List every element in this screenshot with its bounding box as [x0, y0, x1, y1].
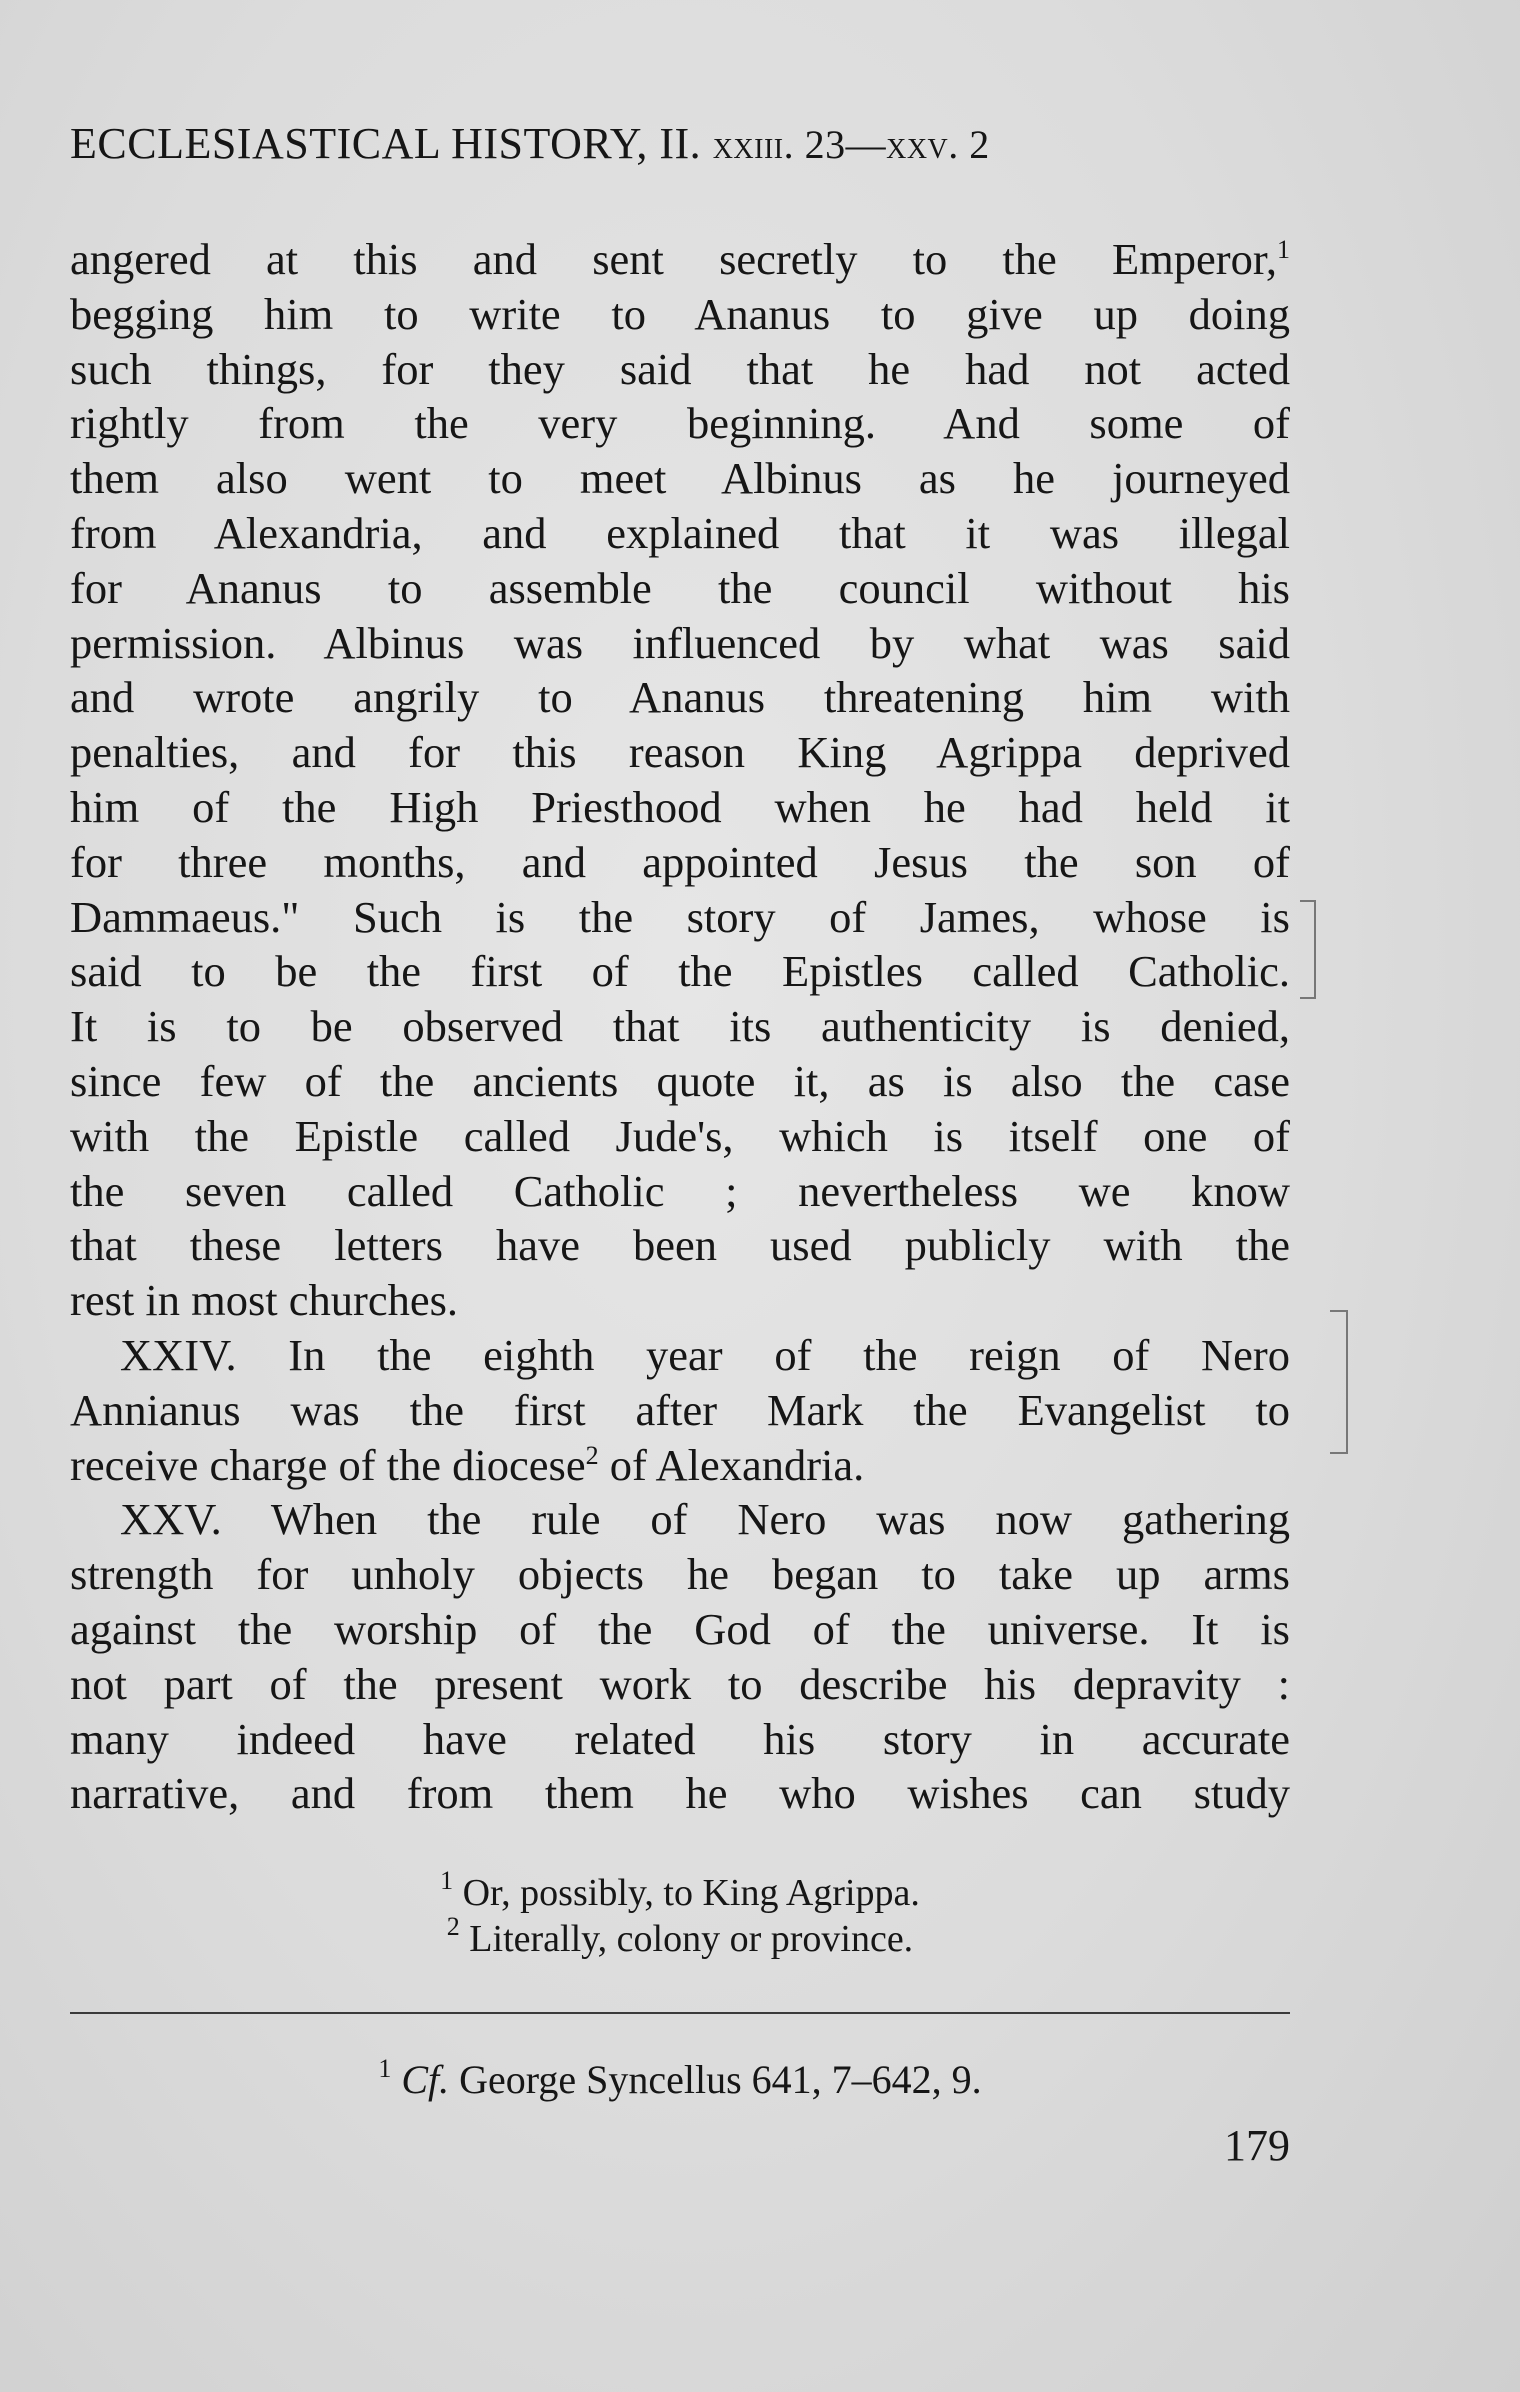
- text-line: penalties, and for this reason King Agrippa deprived: [70, 727, 1290, 778]
- text-line: narrative, and from them he who wishes can study: [70, 1768, 1290, 1819]
- footnote-divider: [70, 2012, 1290, 2014]
- text-line: for three months, and appointed Jesus the son of: [70, 836, 1290, 887]
- text-line: the seven called Catholic ; nevertheless we know: [70, 1165, 1290, 1216]
- text-line: for Ananus to assemble the council without his: [70, 562, 1290, 613]
- text-line: many indeed have related his story in accurate: [70, 1713, 1290, 1764]
- footnotes: [70, 1866, 1290, 1962]
- page-number: 179: [1224, 2121, 1290, 2170]
- chapter-xxiv-start: XXIV. In the eighth year of the reign of Nero: [120, 1329, 1290, 1380]
- text-line: and wrote angrily to Ananus threatening him with: [70, 672, 1290, 723]
- margin-bracket-mark: [1300, 900, 1316, 999]
- source-note: $^1$ Cf. George Syncellus 641, 7–642, 9.: [378, 2054, 982, 2102]
- footnote-2: $^2$ Literally, colony or province.: [446, 1912, 914, 1960]
- text-line: Annianus was the first after Mark the Evangelist to: [70, 1384, 1290, 1435]
- text-line: with the Epistle called Jude's, which is itself one of: [70, 1110, 1290, 1161]
- text-line: Dammaeus." Such is the story of James, whose is: [70, 891, 1290, 942]
- footnote-1: $^1$ Or, possibly, to King Agrippa.: [440, 1866, 920, 1914]
- text-line: permission. Albinus was influenced by what was said: [70, 617, 1290, 668]
- text-line: receive charge of the diocese$^2$ of Alexandria.: [70, 1439, 865, 1490]
- text-line: angered at this and sent secretly to the Emperor,$^1$: [70, 234, 1290, 284]
- running-header: [70, 118, 1290, 169]
- text-line: rightly from the very beginning. And some of: [70, 398, 1290, 449]
- text-line: from Alexandria, and explained that it was illegal: [70, 507, 1290, 558]
- text-line: begging him to write to Ananus to give up doing: [70, 288, 1290, 339]
- text-line: against the worship of the God of the universe. It is: [70, 1603, 1290, 1654]
- text-line: strength for unholy objects he began to take up arms: [70, 1549, 1290, 1600]
- text-line: said to be the first of the Epistles called Catholic.: [70, 946, 1290, 997]
- margin-bracket-mark: [1330, 1310, 1348, 1454]
- text-line: not part of the present work to describe his depravity :: [70, 1658, 1290, 1709]
- header-title: ECCLESIASTICAL HISTORY, II.: [70, 119, 702, 168]
- main-text: [70, 232, 1290, 1821]
- text-line: him of the High Priesthood when he had held it: [70, 781, 1290, 832]
- text-line: them also went to meet Albinus as he journeyed: [70, 453, 1290, 504]
- header-range: xxiii. 23—xxv. 2: [712, 122, 990, 167]
- footnote-ref: 2: [585, 1440, 599, 1470]
- text-line: since few of the ancients quote it, as is also the case: [70, 1055, 1290, 1106]
- text-line: such things, for they said that he had not acted: [70, 343, 1290, 394]
- footnote-ref: 1: [1277, 235, 1290, 264]
- chapter-xxv-start: XXV. When the rule of Nero was now gathering: [120, 1494, 1290, 1545]
- text-line: It is to be observed that its authenticity is denied,: [70, 1001, 1290, 1052]
- text-line: rest in most churches.: [70, 1275, 459, 1326]
- text-line: that these letters have been used publicly with the: [70, 1220, 1290, 1271]
